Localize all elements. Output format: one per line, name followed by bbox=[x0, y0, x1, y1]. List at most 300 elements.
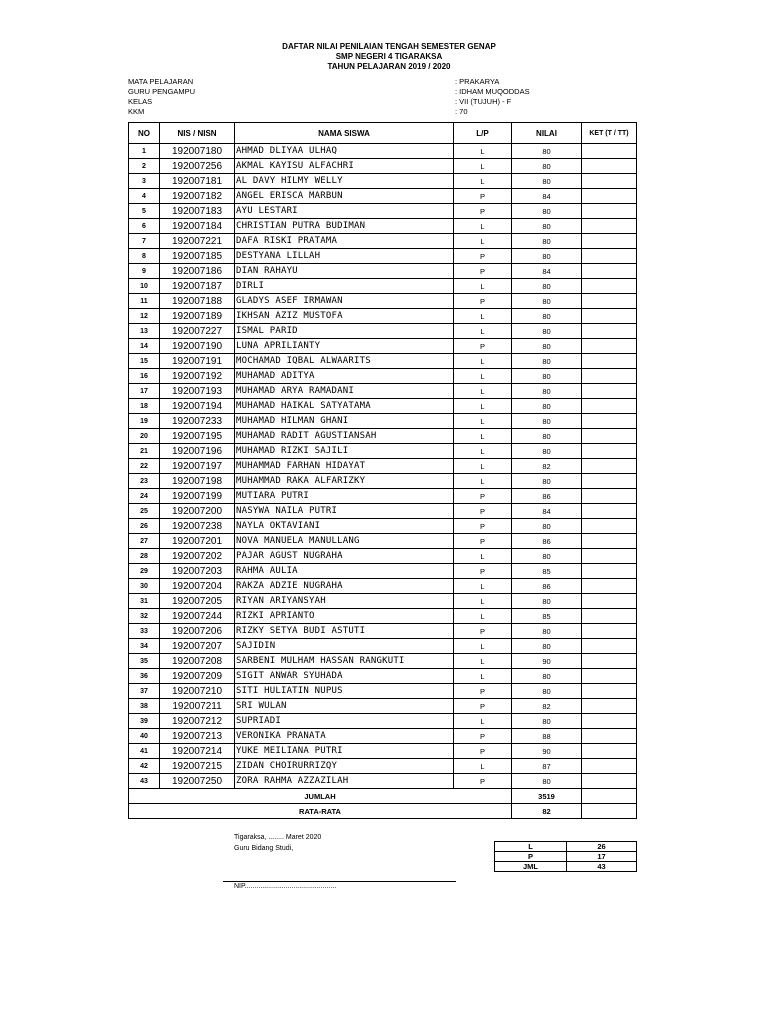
cell-score: 80 bbox=[512, 594, 582, 609]
cell-gender: L bbox=[454, 444, 512, 459]
place-date: Tigaraksa, ........ Maret 2020 bbox=[234, 834, 322, 841]
cell-name: MOCHAMAD IQBAL ALWAARITS bbox=[235, 354, 454, 369]
cell-gender: L bbox=[454, 654, 512, 669]
cell-no: 8 bbox=[129, 249, 160, 264]
cell-nis: 192007201 bbox=[160, 534, 235, 549]
cell-name: AL DAVY HILMY WELLY bbox=[235, 174, 454, 189]
cell-no: 39 bbox=[129, 714, 160, 729]
cell-ket bbox=[582, 264, 637, 279]
table-row bbox=[129, 249, 637, 264]
summary-value: 26 bbox=[567, 842, 637, 852]
cell-gender: P bbox=[454, 624, 512, 639]
column-header-no: NO bbox=[129, 123, 160, 144]
subject-info bbox=[128, 77, 648, 117]
cell-name: AHMAD DLIYAA ULHAQ bbox=[235, 144, 454, 159]
cell-no: 2 bbox=[129, 159, 160, 174]
cell-no: 26 bbox=[129, 519, 160, 534]
cell-name: NASYWA NAILA PUTRI bbox=[235, 504, 454, 519]
cell-nis: 192007195 bbox=[160, 429, 235, 444]
cell-ket bbox=[582, 504, 637, 519]
cell-nis: 192007199 bbox=[160, 489, 235, 504]
cell-name: VERONIKA PRANATA bbox=[235, 729, 454, 744]
cell-gender: L bbox=[454, 414, 512, 429]
cell-score: 80 bbox=[512, 429, 582, 444]
meta-label: KELAS bbox=[128, 97, 153, 106]
cell-score: 80 bbox=[512, 444, 582, 459]
cell-score: 80 bbox=[512, 234, 582, 249]
cell-ket bbox=[582, 429, 637, 444]
cell-name: AKMAL KAYISU ALFACHRI bbox=[235, 159, 454, 174]
cell-ket bbox=[582, 204, 637, 219]
cell-no: 17 bbox=[129, 384, 160, 399]
cell-no: 22 bbox=[129, 459, 160, 474]
cell-score: 80 bbox=[512, 624, 582, 639]
cell-score: 84 bbox=[512, 189, 582, 204]
cell-score: 85 bbox=[512, 564, 582, 579]
cell-name: SRI WULAN bbox=[235, 699, 454, 714]
cell-score: 88 bbox=[512, 729, 582, 744]
table-row bbox=[129, 624, 637, 639]
column-header-name: NAMA SISWA bbox=[235, 123, 454, 144]
document-header bbox=[0, 42, 768, 72]
cell-score: 80 bbox=[512, 774, 582, 789]
cell-score: 80 bbox=[512, 279, 582, 294]
cell-score: 80 bbox=[512, 399, 582, 414]
column-header-lp: L/P bbox=[454, 123, 512, 144]
cell-score: 80 bbox=[512, 159, 582, 174]
total-value: 3519 bbox=[512, 789, 582, 804]
table-row bbox=[129, 579, 637, 594]
cell-nis: 192007205 bbox=[160, 594, 235, 609]
cell-score: 82 bbox=[512, 699, 582, 714]
cell-ket bbox=[582, 219, 637, 234]
cell-name: GLADYS ASEF IRMAWAN bbox=[235, 294, 454, 309]
cell-nis: 192007204 bbox=[160, 579, 235, 594]
cell-gender: L bbox=[454, 474, 512, 489]
cell-gender: P bbox=[454, 699, 512, 714]
signer-role: Guru Bidang Studi, bbox=[234, 845, 294, 852]
cell-gender: P bbox=[454, 204, 512, 219]
cell-no: 5 bbox=[129, 204, 160, 219]
cell-no: 42 bbox=[129, 759, 160, 774]
cell-ket bbox=[582, 309, 637, 324]
cell-no: 4 bbox=[129, 189, 160, 204]
table-row bbox=[129, 519, 637, 534]
cell-name: NAYLA OKTAVIANI bbox=[235, 519, 454, 534]
average-row bbox=[129, 804, 637, 819]
cell-gender: L bbox=[454, 159, 512, 174]
cell-nis: 192007185 bbox=[160, 249, 235, 264]
cell-score: 80 bbox=[512, 714, 582, 729]
cell-name: MUHAMAD ARYA RAMADANI bbox=[235, 384, 454, 399]
cell-no: 6 bbox=[129, 219, 160, 234]
column-header-ket: KET (T / TT) bbox=[582, 123, 637, 144]
cell-name: RAKZA ADZIE NUGRAHA bbox=[235, 579, 454, 594]
cell-nis: 192007190 bbox=[160, 339, 235, 354]
cell-ket bbox=[582, 669, 637, 684]
cell-ket bbox=[582, 684, 637, 699]
total-row bbox=[129, 789, 637, 804]
cell-nis: 192007193 bbox=[160, 384, 235, 399]
cell-nis: 192007196 bbox=[160, 444, 235, 459]
cell-nis: 192007221 bbox=[160, 234, 235, 249]
cell-gender: L bbox=[454, 594, 512, 609]
summary-label: P bbox=[495, 852, 567, 862]
cell-gender: L bbox=[454, 669, 512, 684]
cell-no: 12 bbox=[129, 309, 160, 324]
meta-row-class bbox=[128, 97, 648, 107]
cell-no: 32 bbox=[129, 609, 160, 624]
cell-no: 27 bbox=[129, 534, 160, 549]
cell-nis: 192007215 bbox=[160, 759, 235, 774]
cell-ket bbox=[582, 339, 637, 354]
cell-ket bbox=[582, 189, 637, 204]
cell-score: 90 bbox=[512, 654, 582, 669]
average-value: 82 bbox=[512, 804, 582, 819]
cell-gender: P bbox=[454, 519, 512, 534]
cell-name: DAFA RISKI PRATAMA bbox=[235, 234, 454, 249]
table-row bbox=[129, 729, 637, 744]
cell-ket bbox=[582, 159, 637, 174]
cell-ket bbox=[582, 774, 637, 789]
school-name: SMP NEGERI 4 TIGARAKSA bbox=[335, 52, 443, 61]
cell-nis: 192007189 bbox=[160, 309, 235, 324]
cell-no: 28 bbox=[129, 549, 160, 564]
cell-name: MUHAMAD HAIKAL SATYATAMA bbox=[235, 399, 454, 414]
cell-ket bbox=[582, 279, 637, 294]
student-rows bbox=[129, 144, 637, 789]
cell-ket bbox=[582, 759, 637, 774]
summary-row bbox=[495, 862, 637, 872]
cell-score: 80 bbox=[512, 309, 582, 324]
table-row bbox=[129, 339, 637, 354]
cell-nis: 192007209 bbox=[160, 669, 235, 684]
cell-score: 86 bbox=[512, 534, 582, 549]
cell-no: 31 bbox=[129, 594, 160, 609]
cell-no: 3 bbox=[129, 174, 160, 189]
cell-score: 80 bbox=[512, 339, 582, 354]
cell-no: 40 bbox=[129, 729, 160, 744]
meta-label: KKM bbox=[128, 107, 145, 116]
academic-year: TAHUN PELAJARAN 2019 / 2020 bbox=[327, 62, 451, 71]
table-row bbox=[129, 669, 637, 684]
cell-nis: 192007213 bbox=[160, 729, 235, 744]
cell-no: 36 bbox=[129, 669, 160, 684]
cell-ket bbox=[582, 354, 637, 369]
cell-gender: P bbox=[454, 684, 512, 699]
table-row bbox=[129, 654, 637, 669]
table-row bbox=[129, 759, 637, 774]
cell-ket bbox=[582, 234, 637, 249]
cell-nis: 192007192 bbox=[160, 369, 235, 384]
table-row bbox=[129, 564, 637, 579]
cell-name: IKHSAN AZIZ MUSTOFA bbox=[235, 309, 454, 324]
cell-score: 80 bbox=[512, 414, 582, 429]
cell-no: 29 bbox=[129, 564, 160, 579]
cell-name: RIYAN ARIYANSYAH bbox=[235, 594, 454, 609]
cell-score: 82 bbox=[512, 459, 582, 474]
cell-no: 1 bbox=[129, 144, 160, 159]
table-row bbox=[129, 354, 637, 369]
meta-label: GURU PENGAMPU bbox=[128, 87, 196, 96]
cell-gender: L bbox=[454, 219, 512, 234]
cell-gender: L bbox=[454, 639, 512, 654]
meta-value: : IDHAM MUQODDAS bbox=[455, 87, 530, 96]
cell-no: 7 bbox=[129, 234, 160, 249]
cell-score: 80 bbox=[512, 474, 582, 489]
table-row bbox=[129, 534, 637, 549]
cell-ket bbox=[582, 249, 637, 264]
meta-row-kkm bbox=[128, 107, 648, 117]
cell-gender: L bbox=[454, 309, 512, 324]
cell-name: DESTYANA LILLAH bbox=[235, 249, 454, 264]
cell-nis: 192007194 bbox=[160, 399, 235, 414]
cell-ket bbox=[582, 534, 637, 549]
cell-no: 38 bbox=[129, 699, 160, 714]
cell-name: SIGIT ANWAR SYUHADA bbox=[235, 669, 454, 684]
cell-nis: 192007183 bbox=[160, 204, 235, 219]
cell-gender: P bbox=[454, 774, 512, 789]
cell-gender: L bbox=[454, 234, 512, 249]
cell-score: 80 bbox=[512, 549, 582, 564]
meta-value: : VII (TUJUH) - F bbox=[455, 97, 512, 106]
cell-no: 9 bbox=[129, 264, 160, 279]
table-row bbox=[129, 714, 637, 729]
cell-ket bbox=[582, 624, 637, 639]
cell-score: 80 bbox=[512, 669, 582, 684]
meta-value: : 70 bbox=[455, 107, 468, 116]
cell-score: 80 bbox=[512, 174, 582, 189]
cell-no: 34 bbox=[129, 639, 160, 654]
table-row bbox=[129, 174, 637, 189]
cell-score: 84 bbox=[512, 504, 582, 519]
table-row bbox=[129, 294, 637, 309]
cell-gender: L bbox=[454, 399, 512, 414]
cell-name: AYU LESTARI bbox=[235, 204, 454, 219]
cell-nis: 192007200 bbox=[160, 504, 235, 519]
cell-nis: 192007191 bbox=[160, 354, 235, 369]
cell-score: 80 bbox=[512, 144, 582, 159]
cell-no: 10 bbox=[129, 279, 160, 294]
cell-nis: 192007186 bbox=[160, 264, 235, 279]
cell-nis: 192007184 bbox=[160, 219, 235, 234]
total-label: JUMLAH bbox=[129, 789, 512, 804]
average-ket-cell bbox=[582, 804, 637, 819]
cell-nis: 192007233 bbox=[160, 414, 235, 429]
cell-ket bbox=[582, 459, 637, 474]
table-row bbox=[129, 429, 637, 444]
cell-no: 13 bbox=[129, 324, 160, 339]
cell-gender: L bbox=[454, 369, 512, 384]
summary-label: L bbox=[495, 842, 567, 852]
cell-nis: 192007188 bbox=[160, 294, 235, 309]
cell-nis: 192007182 bbox=[160, 189, 235, 204]
cell-ket bbox=[582, 729, 637, 744]
cell-score: 80 bbox=[512, 204, 582, 219]
cell-gender: L bbox=[454, 174, 512, 189]
cell-name: RIZKY SETYA BUDI ASTUTI bbox=[235, 624, 454, 639]
cell-name: MUHAMAD ADITYA bbox=[235, 369, 454, 384]
table-row bbox=[129, 459, 637, 474]
cell-ket bbox=[582, 399, 637, 414]
cell-ket bbox=[582, 639, 637, 654]
table-row bbox=[129, 264, 637, 279]
cell-ket bbox=[582, 324, 637, 339]
summary-row bbox=[495, 842, 637, 852]
cell-nis: 192007203 bbox=[160, 564, 235, 579]
cell-nis: 192007250 bbox=[160, 774, 235, 789]
cell-no: 14 bbox=[129, 339, 160, 354]
cell-ket bbox=[582, 444, 637, 459]
cell-gender: L bbox=[454, 714, 512, 729]
table-row bbox=[129, 219, 637, 234]
cell-gender: L bbox=[454, 144, 512, 159]
meta-row-subject bbox=[128, 77, 648, 87]
table-row bbox=[129, 684, 637, 699]
cell-score: 80 bbox=[512, 294, 582, 309]
cell-nis: 192007202 bbox=[160, 549, 235, 564]
cell-score: 80 bbox=[512, 324, 582, 339]
table-row bbox=[129, 699, 637, 714]
cell-no: 33 bbox=[129, 624, 160, 639]
column-header-nis: NIS / NISN bbox=[160, 123, 235, 144]
cell-name: DIAN RAHAYU bbox=[235, 264, 454, 279]
cell-score: 80 bbox=[512, 354, 582, 369]
meta-value: : PRAKARYA bbox=[455, 77, 500, 86]
cell-ket bbox=[582, 369, 637, 384]
cell-name: MUHAMAD RADIT AGUSTIANSAH bbox=[235, 429, 454, 444]
cell-nis: 192007208 bbox=[160, 654, 235, 669]
cell-score: 90 bbox=[512, 744, 582, 759]
cell-ket bbox=[582, 474, 637, 489]
cell-gender: L bbox=[454, 579, 512, 594]
cell-no: 20 bbox=[129, 429, 160, 444]
cell-name: DIRLI bbox=[235, 279, 454, 294]
table-header-row bbox=[129, 123, 637, 144]
cell-ket bbox=[582, 654, 637, 669]
cell-name: SITI HULIATIN NUPUS bbox=[235, 684, 454, 699]
cell-ket bbox=[582, 714, 637, 729]
cell-name: LUNA APRILIANTY bbox=[235, 339, 454, 354]
cell-ket bbox=[582, 294, 637, 309]
cell-gender: L bbox=[454, 429, 512, 444]
average-label: RATA-RATA bbox=[129, 804, 512, 819]
cell-gender: P bbox=[454, 264, 512, 279]
cell-no: 15 bbox=[129, 354, 160, 369]
cell-name: ZIDAN CHOIRURRIZQY bbox=[235, 759, 454, 774]
cell-score: 80 bbox=[512, 369, 582, 384]
cell-gender: L bbox=[454, 384, 512, 399]
cell-no: 25 bbox=[129, 504, 160, 519]
cell-name: SARBENI MULHAM HASSAN RANGKUTI bbox=[235, 654, 454, 669]
cell-gender: L bbox=[454, 549, 512, 564]
cell-name: ANGEL ERISCA MARBUN bbox=[235, 189, 454, 204]
cell-score: 80 bbox=[512, 219, 582, 234]
cell-no: 18 bbox=[129, 399, 160, 414]
table-row bbox=[129, 504, 637, 519]
table-row bbox=[129, 414, 637, 429]
column-header-nilai: NILAI bbox=[512, 123, 582, 144]
cell-nis: 192007212 bbox=[160, 714, 235, 729]
meta-row-teacher bbox=[128, 87, 648, 97]
cell-gender: P bbox=[454, 744, 512, 759]
cell-score: 80 bbox=[512, 684, 582, 699]
cell-nis: 192007256 bbox=[160, 159, 235, 174]
table-row bbox=[129, 189, 637, 204]
table-row bbox=[129, 399, 637, 414]
cell-gender: P bbox=[454, 249, 512, 264]
cell-nis: 192007244 bbox=[160, 609, 235, 624]
cell-name: MUHAMMAD FARHAN HIDAYAT bbox=[235, 459, 454, 474]
table-row bbox=[129, 324, 637, 339]
summary-value: 43 bbox=[567, 862, 637, 872]
cell-no: 30 bbox=[129, 579, 160, 594]
cell-name: NOVA MANUELA MANULLANG bbox=[235, 534, 454, 549]
cell-ket bbox=[582, 144, 637, 159]
cell-score: 86 bbox=[512, 579, 582, 594]
gender-summary-table bbox=[494, 841, 637, 872]
table-row bbox=[129, 549, 637, 564]
cell-ket bbox=[582, 699, 637, 714]
cell-gender: L bbox=[454, 459, 512, 474]
cell-nis: 192007197 bbox=[160, 459, 235, 474]
cell-score: 86 bbox=[512, 489, 582, 504]
cell-score: 85 bbox=[512, 609, 582, 624]
cell-name: MUHAMMAD RAKA ALFARIZKY bbox=[235, 474, 454, 489]
table-row bbox=[129, 204, 637, 219]
cell-score: 80 bbox=[512, 249, 582, 264]
cell-ket bbox=[582, 609, 637, 624]
signature-line bbox=[223, 881, 456, 882]
cell-no: 41 bbox=[129, 744, 160, 759]
cell-gender: P bbox=[454, 294, 512, 309]
table-row bbox=[129, 639, 637, 654]
summary-value: 17 bbox=[567, 852, 637, 862]
cell-ket bbox=[582, 564, 637, 579]
cell-no: 24 bbox=[129, 489, 160, 504]
cell-name: RAHMA AULIA bbox=[235, 564, 454, 579]
cell-gender: P bbox=[454, 534, 512, 549]
table-row bbox=[129, 234, 637, 249]
cell-no: 19 bbox=[129, 414, 160, 429]
cell-score: 87 bbox=[512, 759, 582, 774]
cell-name: MUHAMAD RIZKI SAJILI bbox=[235, 444, 454, 459]
cell-no: 21 bbox=[129, 444, 160, 459]
cell-gender: P bbox=[454, 504, 512, 519]
cell-name: ISMAL PARID bbox=[235, 324, 454, 339]
cell-ket bbox=[582, 384, 637, 399]
table-row bbox=[129, 744, 637, 759]
cell-score: 84 bbox=[512, 264, 582, 279]
table-row bbox=[129, 444, 637, 459]
cell-nis: 192007238 bbox=[160, 519, 235, 534]
cell-no: 11 bbox=[129, 294, 160, 309]
cell-gender: L bbox=[454, 354, 512, 369]
cell-gender: P bbox=[454, 489, 512, 504]
cell-nis: 192007214 bbox=[160, 744, 235, 759]
cell-name: SAJIDIN bbox=[235, 639, 454, 654]
table-row bbox=[129, 609, 637, 624]
table-row bbox=[129, 489, 637, 504]
cell-gender: L bbox=[454, 609, 512, 624]
cell-nis: 192007206 bbox=[160, 624, 235, 639]
summary-row bbox=[495, 852, 637, 862]
cell-ket bbox=[582, 489, 637, 504]
cell-nis: 192007227 bbox=[160, 324, 235, 339]
table-row bbox=[129, 474, 637, 489]
meta-label: MATA PELAJARAN bbox=[128, 77, 194, 86]
cell-gender: L bbox=[454, 324, 512, 339]
